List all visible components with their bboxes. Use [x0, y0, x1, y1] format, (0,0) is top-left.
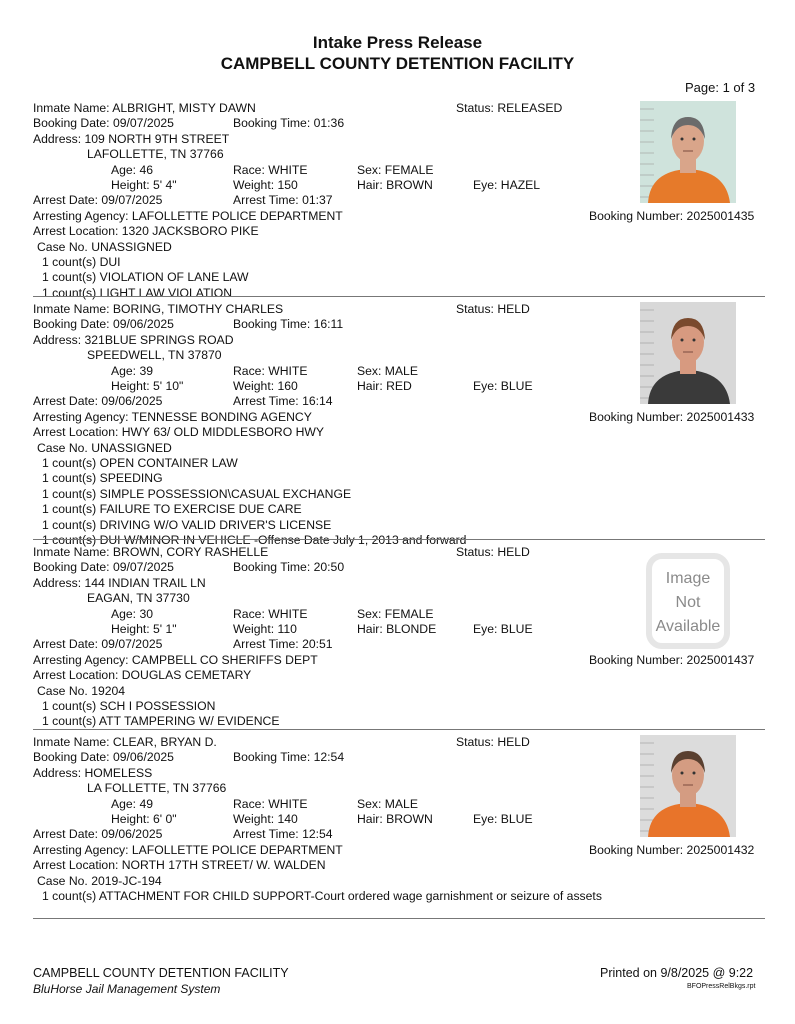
booking-number: Booking Number: 2025001437 — [589, 653, 755, 667]
record-divider — [33, 539, 765, 540]
record-divider — [33, 729, 765, 730]
age: Age: 49 — [111, 797, 154, 811]
weight: Weight: 140 — [233, 812, 298, 826]
booking-date: Booking Date: 09/06/2025 — [33, 317, 174, 331]
booking-date: Booking Date: 09/07/2025 — [33, 116, 174, 130]
inmate-name: Inmate Name: CLEAR, BRYAN D. — [33, 735, 217, 749]
address-line-1: Address: 109 NORTH 9TH STREET — [33, 132, 230, 146]
arresting-agency: Arresting Agency: CAMPBELL CO SHERIFFS DEPT — [33, 653, 318, 667]
page-number: Page: 1 of 3 — [685, 80, 756, 95]
status: Status: HELD — [456, 735, 530, 749]
placeholder-word: Not — [675, 594, 701, 611]
arresting-agency: Arresting Agency: LAFOLLETTE POLICE DEPARTMENT — [33, 843, 343, 857]
arrest-date: Arrest Date: 09/07/2025 — [33, 637, 163, 651]
weight: Weight: 160 — [233, 379, 298, 393]
charge-line: 1 count(s) DRIVING W/O VALID DRIVER'S LICENSE — [42, 518, 332, 532]
inmate-name: Inmate Name: BORING, TIMOTHY CHARLES — [33, 302, 284, 316]
placeholder-word: Image — [665, 570, 711, 587]
eye: Eye: BLUE — [473, 622, 533, 636]
sex: Sex: FEMALE — [357, 607, 434, 621]
address-line-1: Address: 144 INDIAN TRAIL LN — [33, 576, 206, 590]
placeholder-text — [640, 555, 736, 639]
arrest-time: Arrest Time: 01:37 — [233, 193, 333, 207]
arrest-location: Arrest Location: HWY 63/ OLD MIDDLESBORO HWY — [33, 425, 325, 439]
booking-time: Booking Time: 01:36 — [233, 116, 345, 130]
hair: Hair: BLONDE — [357, 622, 437, 636]
mugshot-photo — [640, 735, 736, 837]
booking-date: Booking Date: 09/06/2025 — [33, 750, 174, 764]
report-title: Intake Press Release — [312, 33, 483, 52]
address-line-2: LA FOLLETTE, TN 37766 — [87, 781, 227, 795]
hair: Hair: BROWN — [357, 178, 433, 192]
arrest-location: Arrest Location: NORTH 17TH STREET/ W. WALDEN — [33, 858, 326, 872]
arrest-time: Arrest Time: 12:54 — [233, 827, 333, 841]
arrest-date: Arrest Date: 09/06/2025 — [33, 394, 163, 408]
facility-title: CAMPBELL COUNTY DETENTION FACILITY — [220, 54, 575, 73]
sex: Sex: MALE — [357, 797, 418, 811]
case-number: Case No. 19204 — [37, 684, 126, 698]
report-file: BFOPressRelBkgs.rpt — [687, 983, 756, 990]
status: Status: HELD — [456, 302, 530, 316]
booking-number: Booking Number: 2025001435 — [589, 209, 755, 223]
booking-number: Booking Number: 2025001432 — [589, 843, 755, 857]
charge-line: 1 count(s) SCH I POSSESSION — [42, 699, 216, 713]
height: Height: 5' 1" — [111, 622, 177, 636]
hair: Hair: RED — [357, 379, 412, 393]
charge-line: 1 count(s) DUI — [42, 255, 121, 269]
booking-date: Booking Date: 09/07/2025 — [33, 560, 174, 574]
case-number: Case No. UNASSIGNED — [37, 240, 172, 254]
inmate-name: Inmate Name: ALBRIGHT, MISTY DAWN — [33, 101, 256, 115]
arrest-time: Arrest Time: 16:14 — [233, 394, 333, 408]
eye: Eye: HAZEL — [473, 178, 541, 192]
status: Status: HELD — [456, 545, 530, 559]
eye: Eye: BLUE — [473, 379, 533, 393]
hair: Hair: BROWN — [357, 812, 433, 826]
mugshot-photo — [640, 101, 736, 203]
arrest-location: Arrest Location: 1320 JACKSBORO PIKE — [33, 224, 259, 238]
booking-number: Booking Number: 2025001433 — [589, 410, 755, 424]
record-divider — [33, 918, 765, 919]
arrest-date: Arrest Date: 09/06/2025 — [33, 827, 163, 841]
booking-time: Booking Time: 16:11 — [233, 317, 344, 331]
charge-line: 1 count(s) SIMPLE POSSESSION\CASUAL EXCHANGE — [42, 487, 352, 501]
charge-line: 1 count(s) SPEEDING — [42, 471, 163, 485]
address-line-1: Address: HOMELESS — [33, 766, 153, 780]
weight: Weight: 150 — [233, 178, 298, 192]
eye: Eye: BLUE — [473, 812, 533, 826]
race: Race: WHITE — [233, 607, 308, 621]
charge-line: 1 count(s) VIOLATION OF LANE LAW — [42, 270, 249, 284]
height: Height: 6' 0" — [111, 812, 177, 826]
charge-line: 1 count(s) OPEN CONTAINER LAW — [42, 456, 238, 470]
sex: Sex: FEMALE — [357, 163, 434, 177]
race: Race: WHITE — [233, 364, 308, 378]
age: Age: 46 — [111, 163, 154, 177]
height: Height: 5' 4" — [111, 178, 177, 192]
case-number: Case No. 2019-JC-194 — [37, 874, 162, 888]
status: Status: RELEASED — [456, 101, 563, 115]
address-line-2: SPEEDWELL, TN 37870 — [87, 348, 222, 362]
sex: Sex: MALE — [357, 364, 418, 378]
height: Height: 5' 10" — [111, 379, 184, 393]
race: Race: WHITE — [233, 163, 308, 177]
mugshot-figure — [640, 101, 736, 203]
footer-system: BluHorse Jail Management System — [33, 982, 221, 996]
mugshot-figure — [640, 735, 736, 837]
address-line-2: EAGAN, TN 37730 — [87, 591, 190, 605]
arresting-agency: Arresting Agency: TENNESSE BONDING AGENCY — [33, 410, 312, 424]
image-not-available-placeholder — [640, 555, 736, 657]
age: Age: 39 — [111, 364, 154, 378]
case-number: Case No. UNASSIGNED — [37, 441, 172, 455]
race: Race: WHITE — [233, 797, 308, 811]
footer-facility: CAMPBELL COUNTY DETENTION FACILITY — [33, 966, 289, 980]
weight: Weight: 110 — [233, 622, 297, 636]
arrest-date: Arrest Date: 09/07/2025 — [33, 193, 163, 207]
mugshot-photo — [640, 302, 736, 404]
arresting-agency: Arresting Agency: LAFOLLETTE POLICE DEPARTMENT — [33, 209, 343, 223]
arrest-location: Arrest Location: DOUGLAS CEMETARY — [33, 668, 252, 682]
charge-line: 1 count(s) FAILURE TO EXERCISE DUE CARE — [42, 502, 302, 516]
charge-line: 1 count(s) ATTACHMENT FOR CHILD SUPPORT-Court ordered wage garnishment or seizure of assets — [42, 889, 602, 903]
placeholder-word: Available — [655, 618, 721, 635]
booking-time: Booking Time: 20:50 — [233, 560, 345, 574]
charge-line: 1 count(s) ATT TAMPERING W/ EVIDENCE — [42, 714, 280, 728]
arrest-time: Arrest Time: 20:51 — [233, 637, 333, 651]
inmate-name: Inmate Name: BROWN, CORY RASHELLE — [33, 545, 269, 559]
age: Age: 30 — [111, 607, 154, 621]
record-divider — [33, 296, 765, 297]
address-line-1: Address: 321BLUE SPRINGS ROAD — [33, 333, 234, 347]
booking-time: Booking Time: 12:54 — [233, 750, 345, 764]
mugshot-figure — [640, 302, 736, 404]
address-line-2: LAFOLLETTE, TN 37766 — [87, 147, 224, 161]
charge-line: 1 count(s) DUI W/MINOR IN VEHICLE -Offense Date July 1, 2013 and forward — [42, 533, 467, 547]
printed-timestamp: Printed on 9/8/2025 @ 9:22 — [600, 966, 754, 980]
charge-line: 1 count(s) LIGHT LAW VIOLATION — [42, 286, 233, 300]
